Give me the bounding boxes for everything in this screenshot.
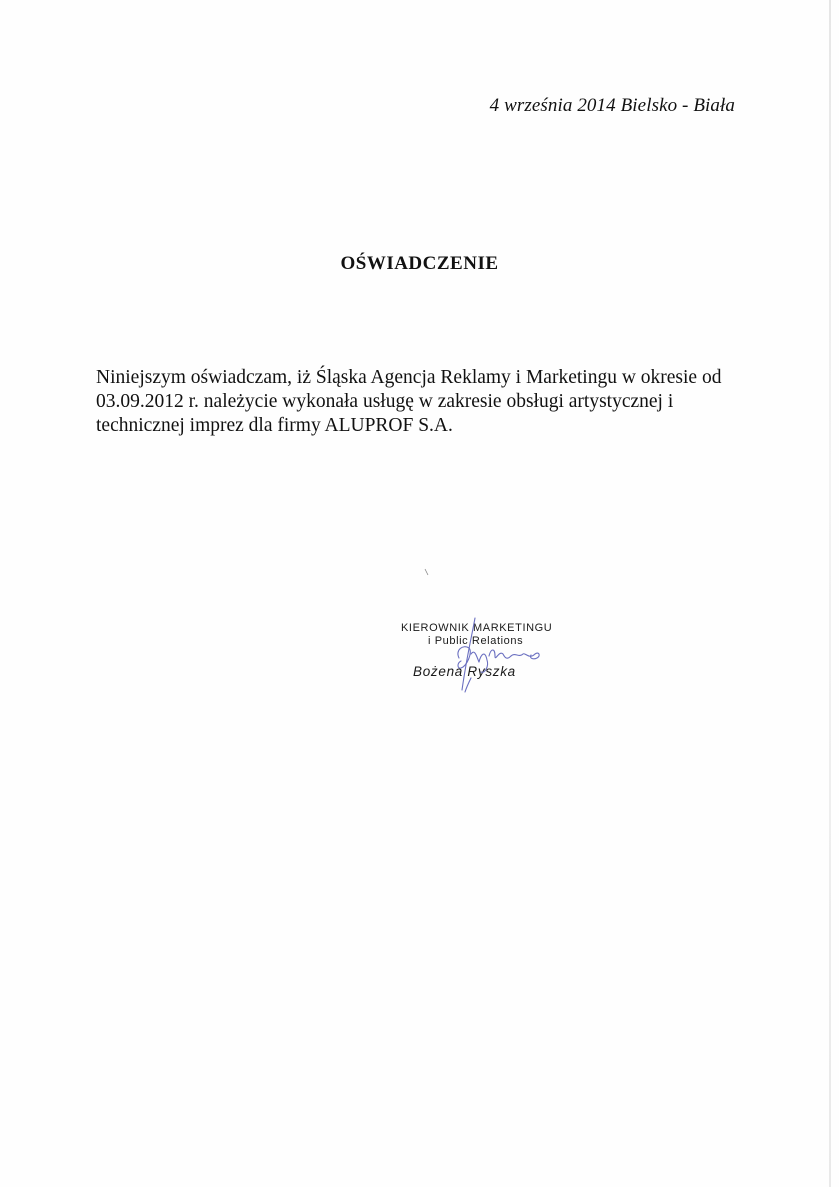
- scan-edge: [829, 0, 831, 1187]
- stamp-name: Bożena Ryszka: [413, 664, 516, 679]
- declaration-body: [96, 366, 736, 438]
- body-line-1: Niniejszym oświadczam, iż Śląska Agencja Reklamy i Marketingu w okresie od: [96, 367, 722, 388]
- date-place-line: 4 września 2014 Bielsko - Biała: [489, 95, 735, 116]
- stamp-department-line: i Public Relations: [428, 635, 524, 647]
- signature-stamp: [390, 600, 590, 700]
- stray-mark: [424, 568, 430, 576]
- body-line-2: 03.09.2012 r. należycie wykonała usługę w zakresie obsługi artystycznej i: [96, 391, 674, 412]
- document-title: OŚWIADCZENIE: [340, 253, 499, 274]
- body-line-3: technicznej imprez dla firmy ALUPROF S.A.: [96, 415, 453, 436]
- stamp-position-line: KIEROWNIK MARKETINGU: [401, 622, 553, 634]
